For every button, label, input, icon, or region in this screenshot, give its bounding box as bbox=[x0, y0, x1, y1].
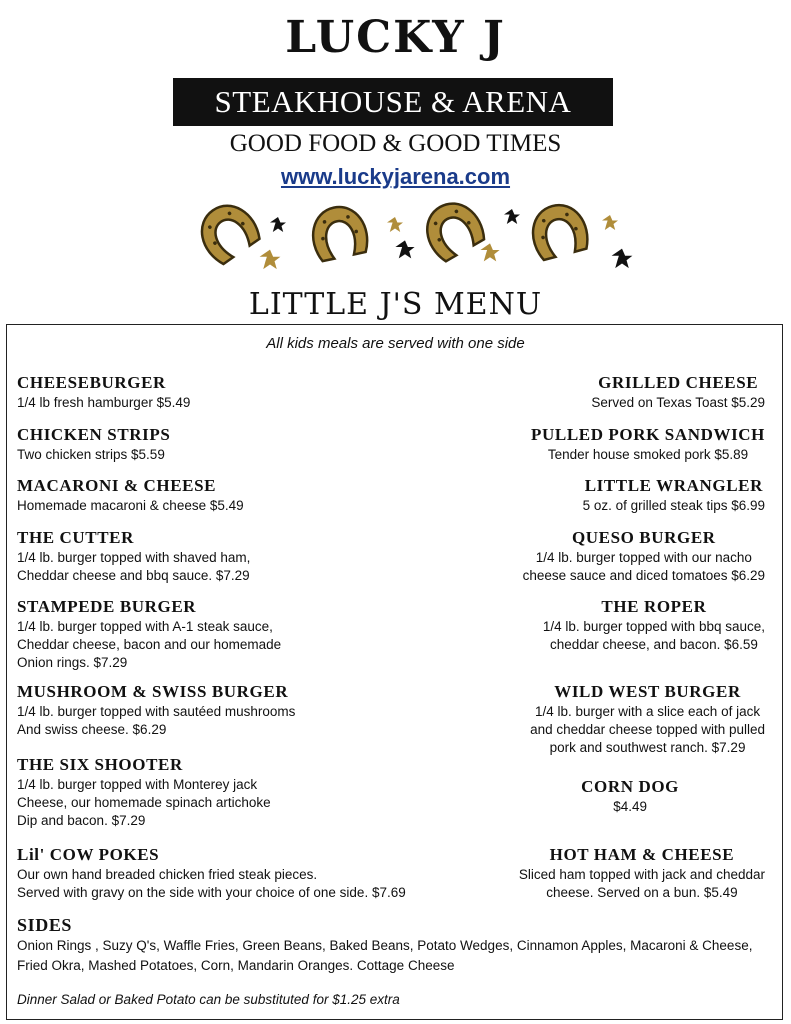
item-desc: Served with gravy on the side with your choice of one side. $7.69 bbox=[17, 885, 406, 900]
item-desc: 1/4 lb. burger topped with sautéed mushrooms bbox=[17, 704, 296, 719]
horseshoe-icon bbox=[526, 199, 591, 261]
item-desc: Two chicken strips $5.59 bbox=[17, 447, 165, 462]
item-name: CHICKEN STRIPS bbox=[17, 425, 171, 444]
item-desc: Cheese, our homemade spinach artichoke bbox=[17, 795, 271, 810]
item-desc: 1/4 lb. burger topped with bbq sauce, bbox=[542, 619, 765, 634]
item-name: MUSHROOM & SWISS BURGER bbox=[17, 682, 289, 701]
item-desc: And swiss cheese. $6.29 bbox=[17, 722, 167, 737]
sides-list: Onion Rings , Suzy Q's, Waffle Fries, Green Beans, Baked Beans, Potato Wedges, Cinnamon Apples, Macaroni & Cheese, Fried Okra, Mashed Potatoes, Corn, Mandarin Oranges. Cottage Cheese bbox=[17, 938, 753, 973]
item-desc: Tender house smoked pork $5.89 bbox=[547, 447, 749, 462]
menu-item bbox=[530, 681, 765, 757]
restaurant-subtitle: STEAKHOUSE & ARENA bbox=[173, 78, 613, 126]
item-name: THE SIX SHOOTER bbox=[17, 755, 183, 774]
item-desc: 1/4 lb. burger with a slice each of jack bbox=[534, 704, 761, 719]
horseshoe-icon bbox=[308, 202, 371, 262]
menu-item bbox=[17, 596, 281, 672]
item-desc: Cheddar cheese and bbq sauce. $7.29 bbox=[17, 568, 250, 583]
item-desc: cheddar cheese, and bacon. $6.59 bbox=[549, 637, 758, 652]
item-name: Lil' COW POKES bbox=[17, 845, 160, 864]
footer-note: Dinner Salad or Baked Potato can be substituted for $1.25 extra bbox=[17, 992, 400, 1007]
item-desc: Cheddar cheese, bacon and our homemade bbox=[17, 637, 282, 652]
restaurant-title: LUCKY J bbox=[285, 12, 506, 63]
item-name: LITTLE WRANGLER bbox=[584, 476, 763, 495]
star-icon bbox=[395, 240, 414, 258]
item-desc: Homemade macaroni & cheese $5.49 bbox=[17, 498, 244, 513]
item-name: THE ROPER bbox=[601, 597, 707, 616]
menu-item bbox=[17, 527, 250, 585]
item-name: STAMPEDE BURGER bbox=[17, 597, 197, 616]
item-desc: Onion rings. $7.29 bbox=[17, 655, 128, 670]
item-desc: cheese. Served on a bun. $5.49 bbox=[546, 885, 738, 900]
horseshoe-icon bbox=[191, 195, 263, 267]
menu-item bbox=[17, 754, 271, 830]
menu-note: All kids meals are served with one side bbox=[266, 335, 525, 352]
item-desc: Sliced ham topped with jack and cheddar bbox=[518, 867, 765, 882]
item-name: QUESO BURGER bbox=[571, 528, 716, 547]
item-desc: and cheddar cheese topped with pulled bbox=[530, 722, 765, 737]
menu-item bbox=[17, 844, 406, 902]
horseshoe-decoration bbox=[190, 195, 650, 280]
item-desc: 1/4 lb. burger topped with shaved ham, bbox=[17, 550, 251, 565]
star-icon bbox=[480, 243, 499, 261]
menu-title: LITTLE J'S MENU bbox=[248, 287, 543, 322]
menu-item bbox=[581, 776, 679, 816]
item-name: HOT HAM & CHEESE bbox=[549, 845, 735, 864]
item-name: MACARONI & CHEESE bbox=[17, 476, 217, 495]
star-icon bbox=[602, 215, 618, 230]
item-name: GRILLED CHEESE bbox=[598, 373, 759, 392]
item-desc: 5 oz. of grilled steak tips $6.99 bbox=[582, 498, 765, 513]
star-icon bbox=[504, 209, 520, 224]
item-desc: 1/4 lb. burger topped with Monterey jack bbox=[17, 777, 258, 792]
item-desc: $4.49 bbox=[613, 799, 647, 814]
menu-item bbox=[583, 475, 765, 515]
item-name: THE CUTTER bbox=[17, 528, 134, 547]
item-name: PULLED PORK SANDWICH bbox=[531, 425, 765, 444]
item-desc: Dip and bacon. $7.29 bbox=[17, 813, 146, 828]
item-name: WILD WEST BURGER bbox=[554, 682, 741, 701]
item-name: CHEESEBURGER bbox=[17, 373, 166, 392]
menu-item bbox=[17, 424, 170, 464]
tagline: GOOD FOOD & GOOD TIMES bbox=[229, 130, 562, 157]
item-desc: pork and southwest ranch. $7.29 bbox=[549, 740, 746, 755]
item-desc: 1/4 lb. burger topped with A-1 steak sauce, bbox=[17, 619, 273, 634]
sides-heading: SIDES bbox=[17, 915, 73, 935]
star-icon bbox=[387, 217, 403, 232]
item-desc: Our own hand breaded chicken fried steak pieces. bbox=[17, 867, 318, 882]
menu-item bbox=[17, 372, 190, 412]
menu-item bbox=[543, 596, 765, 654]
menu-item bbox=[523, 527, 765, 585]
item-desc: 1/4 lb fresh hamburger $5.49 bbox=[17, 395, 191, 410]
star-icon bbox=[612, 249, 633, 269]
horseshoe-icon bbox=[417, 195, 488, 264]
item-desc: 1/4 lb. burger topped with our nacho bbox=[535, 550, 752, 565]
menu-item bbox=[519, 844, 765, 902]
menu-item bbox=[591, 372, 765, 412]
menu-item bbox=[17, 681, 295, 739]
item-name: CORN DOG bbox=[581, 777, 679, 796]
star-icon bbox=[260, 250, 281, 270]
menu-item bbox=[531, 424, 765, 464]
item-desc: Served on Texas Toast $5.29 bbox=[591, 395, 765, 410]
star-icon bbox=[270, 217, 286, 232]
website-link[interactable]: www.luckyjarena.com bbox=[280, 164, 511, 189]
item-desc: cheese sauce and diced tomatoes $6.29 bbox=[522, 568, 765, 583]
menu-item bbox=[17, 475, 244, 515]
